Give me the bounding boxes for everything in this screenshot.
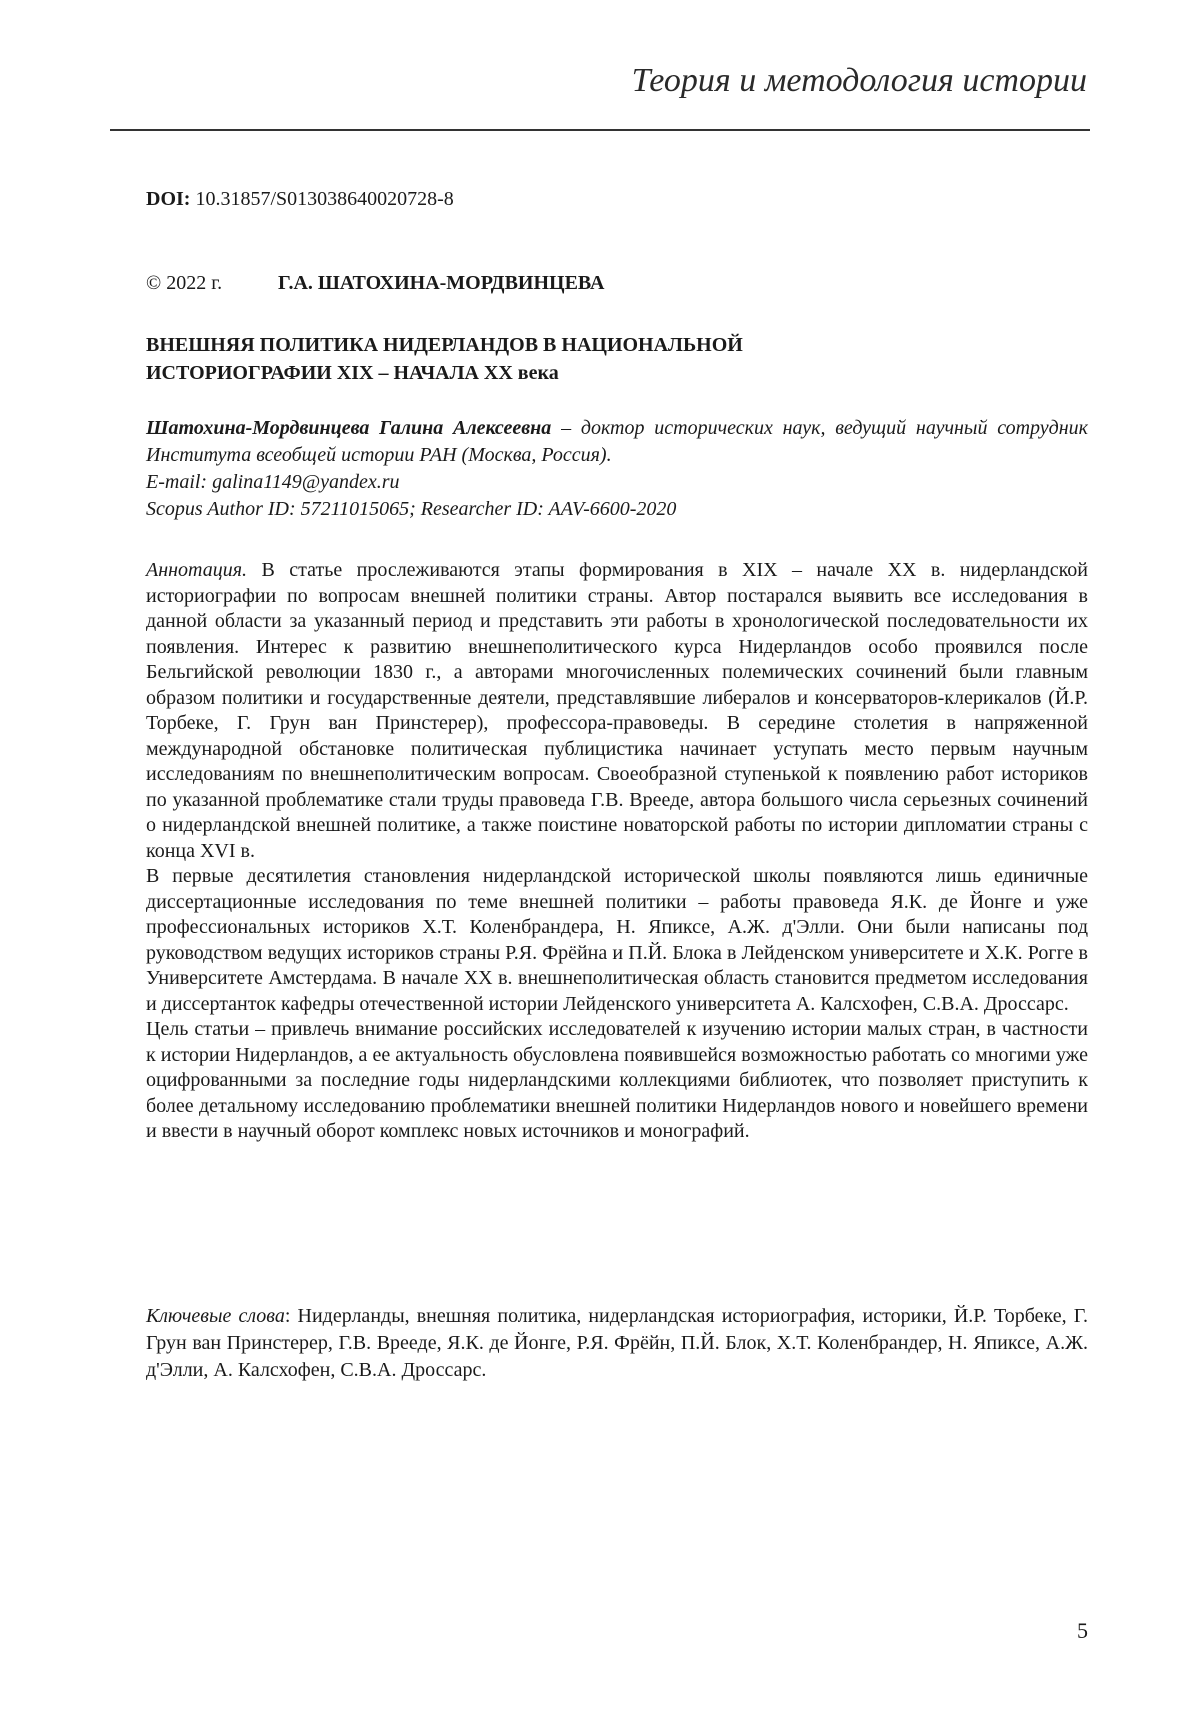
keywords bbox=[146, 1303, 1088, 1384]
author-ids: Scopus Author ID: 57211015065; Researcher ID: AAV-6600-2020 bbox=[146, 496, 1088, 523]
abstract-paragraph-1 bbox=[146, 558, 1088, 864]
abstract-text-1: В статье прослеживаются этапы формирования в XIX – начале XX в. нидерландской историографии по вопросам внешней политики страны. Автор постарался выявить все исследования в данной области за указанный период и представить эти работы в хронологической последовательности их появления. Интерес к развитию внешнеполитического курса Нидерландов особо проявился после Бельгийской революции 1830 г., а авторами многочисленных полемических сочинений были главным образом политики и государственные деятели, представлявшие либералов и консерваторов-клерикалов (Й.Р. Торбеке, Г. Грун ван Принстерер), профессора-правоведы. В середине столетия в напряженной международной обстановке политическая публицистика начинает уступать место первым научным исследованиям по внешнеполитическим вопросам. Своеобразной ступенькой к появлению работ историков по указанной проблематике стали труды правоведа Г.В. Врееде, автора большого числа серьезных сочинений о нидерландской внешней политике, а также поистине новаторской работы по истории дипломатии страны с конца XVI в. bbox=[146, 559, 1088, 862]
section-title: Теория и методология истории bbox=[632, 62, 1087, 100]
abstract-paragraph-3: Цель статьи – привлечь внимание российских исследователей к изучению истории малых стран, в частности к истории Нидерландов, а ее актуальность обусловлена появившейся возможностью работать со многими уже оцифрованными за последние годы нидерландскими коллекциями библиотек, что позволяет приступить к более детальному исследованию проблематики внешней политики Нидерландов нового и новейшего времени и ввести в научный оборот комплекс новых источников и монографий. bbox=[146, 1017, 1088, 1145]
author-bio bbox=[146, 415, 1088, 469]
doi-label: DOI: bbox=[146, 188, 190, 210]
article-title bbox=[146, 331, 1046, 387]
page-number: 5 bbox=[1077, 1618, 1088, 1644]
copyright-line bbox=[146, 272, 604, 295]
copyright-year: © 2022 г. bbox=[146, 272, 278, 295]
abstract-label: Аннотация. bbox=[146, 559, 247, 581]
header-divider bbox=[110, 129, 1090, 131]
doi-line bbox=[146, 188, 454, 211]
keywords-label: Ключевые слова bbox=[146, 1305, 285, 1327]
abstract bbox=[146, 558, 1088, 1145]
copyright-author: Г.А. ШАТОХИНА-МОРДВИНЦЕВА bbox=[278, 272, 604, 294]
abstract-paragraph-2: В первые десятилетия становления нидерландской исторической школы появляются лишь единичные диссертационные исследования по теме внешней политики – работы правоведа Я.К. де Йонге и уже профессиональных историков Х.Т. Коленбрандера, Н. Япиксе, А.Ж. д'Элли. Они были написаны под руководством ведущих историков страны Р.Я. Фрёйна и П.Й. Блока в Лейденском университете и Х.К. Рогге в Университете Амстердама. В начале XX в. внешнеполитическая область становится предметом исследования и диссертанток кафедры отечественной истории Лейденского университета А. Калсхофен, С.В.А. Дроссарс. bbox=[146, 864, 1088, 1017]
author-description: – доктор исторических наук, ведущий научный сотрудник Института всеобщей истории РАН (Москва, Россия). bbox=[146, 417, 1088, 466]
doi-value: 10.31857/S013038640020728-8 bbox=[190, 188, 453, 210]
author-name: Шатохина-Мордвинцева Галина Алексеевна bbox=[146, 417, 551, 439]
article-title-line-1: ВНЕШНЯЯ ПОЛИТИКА НИДЕРЛАНДОВ В НАЦИОНАЛЬНОЙ bbox=[146, 331, 1046, 359]
author-info bbox=[146, 415, 1088, 523]
author-email: E-mail: galina1149@yandex.ru bbox=[146, 469, 1088, 496]
keywords-text: : Нидерланды, внешняя политика, нидерландская историография, историки, Й.Р. Торбеке, Г. Грун ван Принстерер, Г.В. Врееде, Я.К. де Йонге, Р.Я. Фрёйн, П.Й. Блок, Х.Т. Коленбрандер, Н. Япиксе, А.Ж. д'Элли, А. Калсхофен, С.В.А. Дроссарс. bbox=[146, 1305, 1088, 1381]
article-title-line-2: ИСТОРИОГРАФИИ XIX – НАЧАЛА XX века bbox=[146, 359, 1046, 387]
